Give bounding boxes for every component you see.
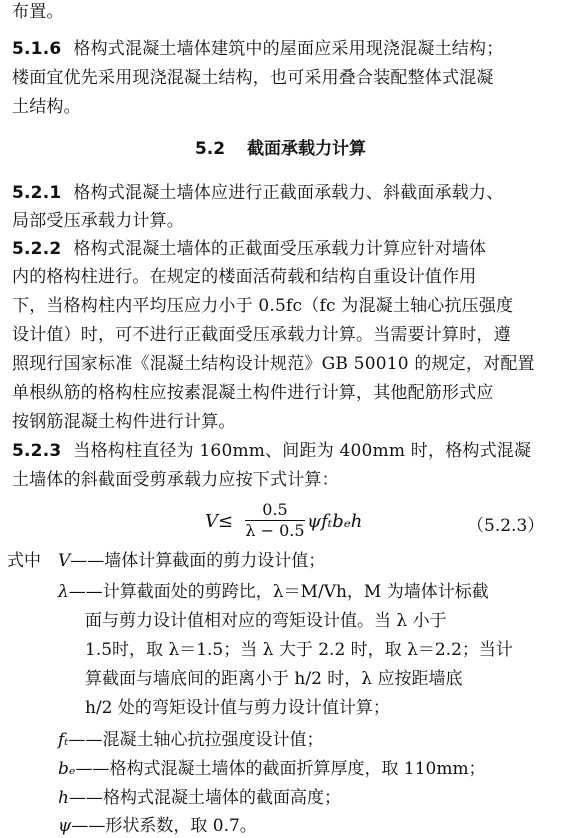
definition-dash: —— [70, 551, 105, 571]
definition-ft [58, 730, 323, 750]
text-line: 布置。 [12, 2, 64, 22]
definition-dash: —— [71, 816, 106, 836]
clause-text: 格构式混凝土墙体建筑中的屋面应采用现浇混凝土结构； [73, 39, 504, 59]
section-title [0, 139, 561, 159]
definition-V [58, 551, 325, 571]
definition-symbol: fₜ [58, 730, 69, 750]
clause-text: 格构式混凝土墙体的正截面受压承载力计算应针对墙体 [73, 239, 487, 259]
clause-521-line-1 [12, 183, 503, 203]
equation-number: （5.2.3） [467, 516, 545, 536]
definition-symbol: V [58, 551, 71, 571]
definition-be [58, 759, 486, 779]
definition-lambda-line-2: 面与剪力设计值相对应的弯矩设计值。当 λ 小于 [85, 611, 447, 631]
clause-number: 5.2.1 [12, 183, 62, 203]
formula-denominator: λ − 0.5 [245, 521, 305, 540]
definition-text: 计算截面处的剪跨比，λ＝M/Vh，M 为墙体计标截 [102, 582, 489, 602]
clause-text: 当格构柱直径为 160mm、间距为 400mm 时，格构式混凝 [73, 441, 532, 461]
clause-number: 5.1.6 [12, 39, 62, 59]
clause-516-line-1 [12, 39, 503, 59]
clause-522-line-6: 单根纵筋的格构柱应按素混凝土构件进行计算，其他配筋形式应 [12, 383, 494, 403]
clause-522-line-1 [12, 239, 486, 259]
where-label: 式中 [7, 551, 41, 571]
definition-symbol: λ [58, 582, 69, 602]
clause-521-line-2: 局部受压承载力计算。 [12, 211, 184, 231]
definition-text: 墙体计算截面的剪力设计值； [104, 551, 326, 571]
definition-text: 混凝土轴心抗拉强度设计值； [102, 730, 324, 750]
section-number: 5.2 [194, 139, 226, 159]
section-title-text: 截面承载力计算 [247, 139, 367, 159]
definition-dash: —— [68, 788, 103, 808]
definition-lambda [58, 582, 489, 602]
clause-522-line-7: 按钢筋混凝土构件进行计算。 [12, 412, 236, 432]
definition-dash: —— [68, 582, 103, 602]
definition-text: 格构式混凝土墙体的截面高度； [102, 788, 341, 808]
definition-text: 格构式混凝土墙体的截面折算厚度，取 110mm； [109, 759, 486, 779]
clause-523-line-1 [12, 441, 531, 461]
formula-numerator: 0.5 [262, 500, 288, 519]
definition-symbol: h [58, 788, 69, 808]
clause-516-line-2: 楼面宜优先采用现浇混凝土结构，也可采用叠合装配整体式混凝 [12, 68, 494, 88]
clause-523-line-2: 土墙体的斜截面受剪承载力应按下式计算： [12, 470, 339, 490]
formula-rhs: ψfₜbₑh [307, 511, 363, 532]
formula-fraction [245, 501, 305, 540]
definition-symbol: bₑ [58, 759, 76, 779]
clause-516-line-3: 土结构。 [12, 97, 81, 117]
clause-522-line-4: 设计值）时，可不进行正截面受压承载力计算。当需要计算时，遵 [12, 325, 511, 345]
definition-symbol: ψ [58, 816, 72, 836]
formula-lhs: V≤ [205, 511, 234, 532]
clause-522-line-2: 内的格构柱进行。在规定的楼面活荷载和结构自重设计值作用 [12, 267, 477, 287]
clause-number: 5.2.2 [12, 239, 62, 259]
clause-number: 5.2.3 [12, 441, 62, 461]
formula-5-2-3 [205, 501, 545, 541]
clause-text: 格构式混凝土墙体应进行正截面承载力、斜截面承载力、 [73, 183, 504, 203]
definition-dash: —— [68, 730, 103, 750]
definition-lambda-line-4: 算截面与墙底间的距离小于 h/2 时，λ 应按距墙底 [85, 669, 463, 689]
definition-psi [58, 816, 257, 836]
definition-text: 形状系数，取 0.7。 [105, 816, 257, 836]
clause-522-line-3: 下，当格构柱内平均压应力小于 0.5fc（fc 为混凝土轴心抗压强度 [12, 296, 514, 316]
definition-h [58, 788, 341, 808]
definition-lambda-line-3: 1.5时，取 λ＝1.5；当 λ 大于 2.2 时，取 λ＝2.2；当计 [85, 640, 513, 660]
clause-522-line-5: 照现行国家标准《混凝土结构设计规范》GB 50010 的规定，对配置 [12, 354, 535, 374]
definition-dash: —— [75, 759, 110, 779]
definition-lambda-line-5: h/2 处的弯矩设计值与剪力设计值计算； [85, 698, 390, 718]
